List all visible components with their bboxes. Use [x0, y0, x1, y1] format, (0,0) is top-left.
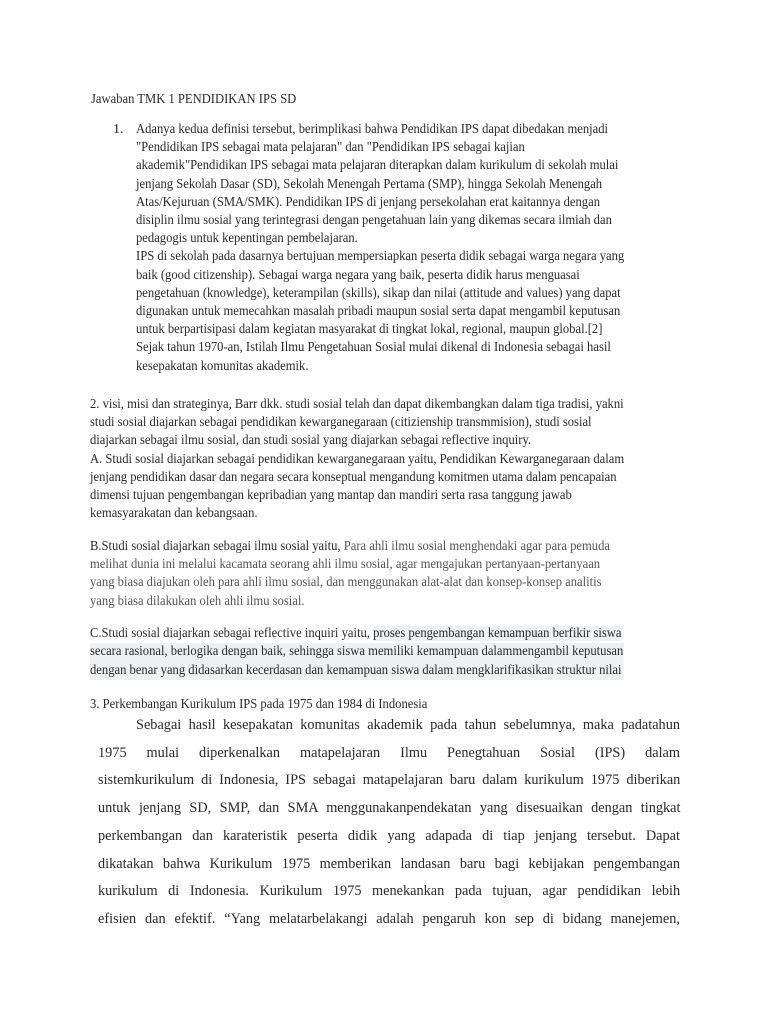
paragraph-line: A. Studi sosial diajarkan sebagai pendidikan kewarganegaraan yaitu, Pendidikan Kewarganegaraan dalam	[90, 451, 625, 467]
paragraph-line	[90, 625, 623, 643]
paragraph-line: pedagogis untuk kepentingan pembelajaran.	[136, 231, 358, 247]
section-3-heading: 3. Perkembangan Kurikulum IPS pada 1975 dan 1984 di Indonesia	[90, 697, 428, 712]
section-b-paragraph	[90, 538, 610, 611]
section-c-lead: C.Studi sosial diajarkan sebagai reflective inquiri yaitu,	[90, 626, 374, 641]
paragraph-line: untuk jenjang SD, SMP, dan SMA menggunakanpendekatan yang disesuaikan dengan tingkat	[98, 800, 681, 817]
paragraph-line: kurikulum di Indonesia. Kurikulum 1975 menekankan pada tujuan, agar pendidikan lebih	[98, 883, 681, 900]
paragraph-line: yang biasa diajukan oleh para ahli ilmu sosial, dan menggunakan alat-alat dan konsep-konsep analitis	[90, 575, 602, 591]
paragraph-line: yang biasa dilakukan oleh ahli ilmu sosial.	[90, 593, 305, 609]
paragraph-line: Sejak tahun 1970-an, Istilah Ilmu Pengetahuan Sosial mulai dikenal di Indonesia sebagai hasil	[136, 340, 611, 356]
paragraph-line: kemasyarakatan dan kebangsaan.	[90, 506, 258, 522]
paragraph-line: dimensi tujuan pengembangan kepribadian yang mantap dan mandiri serta rasa tanggung jawab	[90, 488, 572, 504]
section-b-lead: B.Studi sosial diajarkan sebagai ilmu sosial yaitu,	[90, 539, 344, 554]
document-title: Jawaban TMK 1 PENDIDIKAN IPS SD	[91, 92, 297, 107]
section-2-paragraph	[90, 396, 624, 523]
list-number-1: 1.	[113, 122, 124, 137]
paragraph-line: untuk berpartisipasi dalam kegiatan masyarakat di tingkat lokal, regional, maupun global.[2]	[136, 322, 603, 338]
section-b-lead-rest: Para ahli ilmu sosial menghendaki agar para pemuda	[343, 539, 611, 554]
paragraph-line: pengetahuan (knowledge), keterampilan (skills), sikap dan nilai (attitude and values) yang dapat	[136, 285, 621, 301]
paragraph-line: dikatakan bahwa Kurikulum 1975 memberikan landasan baru bagi kebijakan pengembangan	[98, 855, 681, 872]
paragraph-line: 1975 mulai diperkenalkan matapelajaran Ilmu Penegtahuan Sosial (IPS) dalam	[98, 744, 681, 761]
section-c-paragraph	[90, 625, 623, 680]
paragraph-line	[90, 538, 610, 556]
paragraph-line: studi sosial diajarkan sebagai pendidikan kewarganegaraan (citizienship transmmision), studi sosial	[90, 415, 592, 431]
paragraph-line: IPS di sekolah pada dasarnya bertujuan mempersiapkan peserta didik sebagai warga negara yang	[136, 249, 625, 265]
paragraph-line: 2. visi, misi dan strateginya, Barr dkk. studi sosial telah dan dapat dikembangkan dalam tiga tradisi, yakni	[90, 397, 624, 412]
section-3-paragraph	[98, 712, 680, 934]
paragraph-line: dengan benar yang didasarkan kecerdasan dan kemampuan siswa dalam mengklarifikasikan struktur nilai	[90, 662, 623, 680]
paragraph-line: melihat dunia ini melalui kacamata seorang ahli ilmu sosial, agar mengajukan pertanyaan-pertanyaan	[90, 557, 601, 573]
paragraph-line: jenjang pendidikan dasar dan negara secara konseptual mengandung komitmen utama dalam pencapaian	[90, 469, 617, 485]
paragraph-line: jenjang Sekolah Dasar (SD), Sekolah Menengah Pertama (SMP), hingga Sekolah Menengah	[136, 176, 603, 192]
paragraph-line: efisien dan efektif. “Yang melatarbelakangi adalah pengaruh kon sep di bidang manejemen,	[98, 910, 680, 927]
paragraph-line: Atas/Kejuruan (SMA/SMK). Pendidikan IPS di jenjang persekolahan erat kaitannya dengan	[136, 194, 601, 210]
paragraph-line: "Pendidikan IPS sebagai mata pelajaran" dan "Pendidikan IPS sebagai kajian	[136, 140, 525, 156]
paragraph-line: kesepakatan komunitas akademik.	[136, 358, 309, 374]
paragraph-line: secara rasional, berlogika dengan baik, sehingga siswa memiliki kemampuan dalammengambil keputusan	[90, 643, 623, 661]
paragraph-line: baik (good citizenship). Sebagai warga negara yang baik, peserta didik harus menguasai	[136, 267, 580, 283]
section-c-lead-rest: proses pengembangan kemampuan berfikir siswa	[373, 626, 622, 641]
paragraph-line: diajarkan sebagai ilmu sosial, dan studi sosial yang diajarkan sebagai reflective inquiry.	[90, 433, 532, 449]
paragraph-line: disiplin ilmu sosial yang terintegrasi dengan pengetahuan lain yang dikemas secara ilmiah dan	[136, 213, 612, 229]
paragraph-line: digunakan untuk memecahkan masalah pribadi maupun sosial serta dapat mengambil keputusan	[136, 304, 621, 320]
paragraph-line: sistemkurikulum di Indonesia, IPS sebagai matapelajaran baru dalam kurikulum 1975 diberikan	[98, 772, 681, 789]
list-item-1	[136, 121, 624, 376]
paragraph-line: akademik"Pendidikan IPS sebagai mata pelajaran diterapkan dalam kurikulum di sekolah mulai	[136, 158, 619, 174]
paragraph-line: perkembangan dan karateristik peserta didik yang adapada di tiap jenjang tersebut. Dapat	[98, 827, 680, 844]
paragraph-line: Adanya kedua definisi tersebut, berimplikasi bahwa Pendidikan IPS dapat dibedakan menjadi	[136, 122, 609, 137]
paragraph-line: Sebagai hasil kesepakatan komunitas akademik pada tahun sebelumnya, maka padatahun	[136, 717, 680, 733]
